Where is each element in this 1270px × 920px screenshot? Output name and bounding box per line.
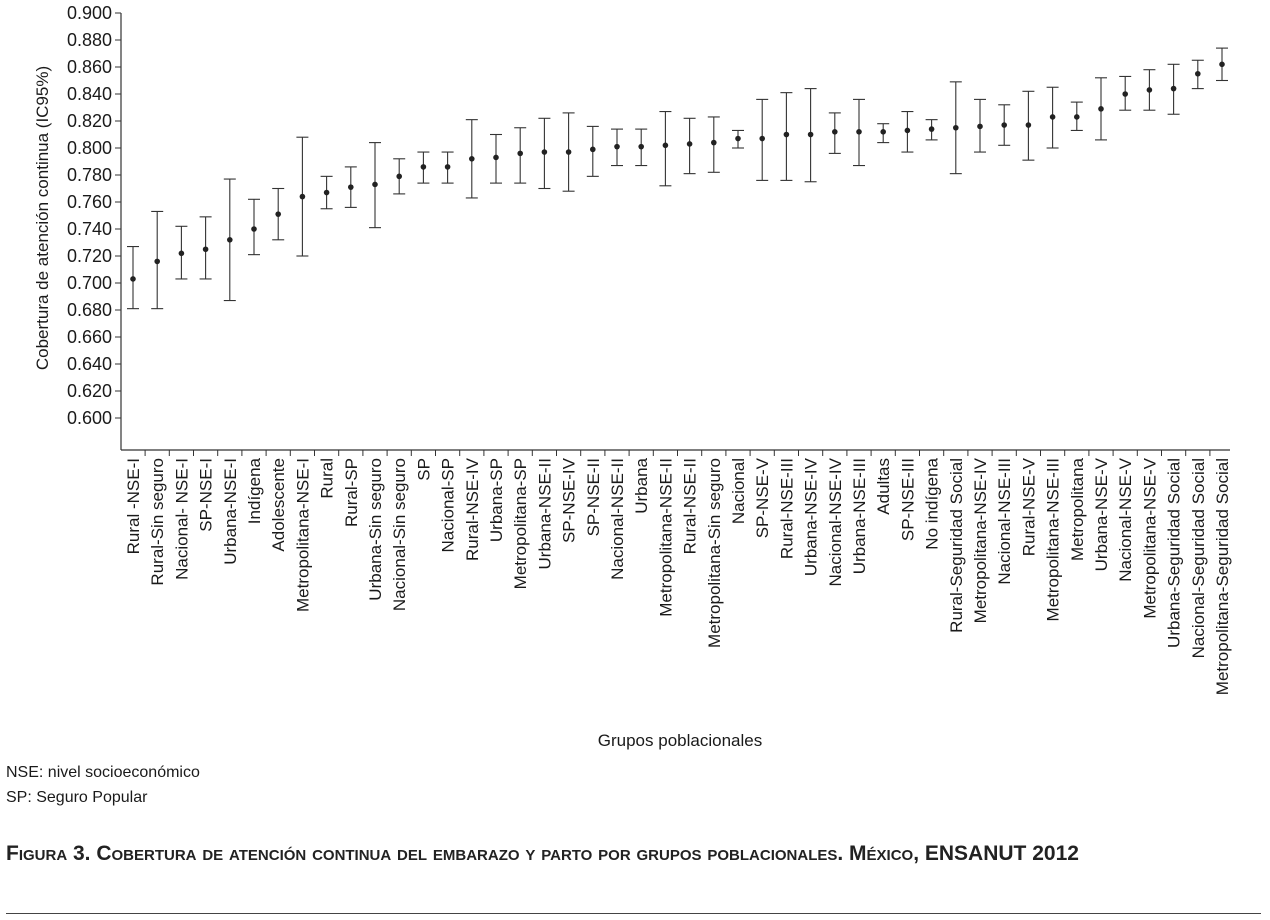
error-bar-group: [369, 143, 381, 228]
y-tick-label: 0.860: [66, 57, 112, 77]
x-tick-label: Nacional-NSE-III: [995, 458, 1015, 585]
error-bar-group: [563, 113, 575, 191]
x-tick-label: Nacional-NSE-IV: [825, 458, 845, 587]
point-estimate: [905, 128, 911, 134]
point-estimate: [203, 246, 209, 252]
point-estimate: [638, 144, 644, 150]
point-estimate: [711, 140, 717, 146]
point-estimate: [348, 184, 354, 190]
y-tick-label: 0.660: [66, 327, 112, 347]
x-tick-label: SP-NSE-III: [898, 458, 918, 542]
point-estimate: [1050, 114, 1056, 120]
point-estimate: [1026, 122, 1032, 128]
point-estimate: [566, 149, 572, 155]
error-bar-group: [708, 117, 720, 172]
error-bar-group: [538, 118, 550, 188]
x-tick-label: SP-NSE-II: [583, 458, 603, 537]
error-bar-group: [514, 128, 526, 183]
x-tick-label: SP: [414, 458, 434, 481]
error-bar-group: [1047, 87, 1059, 148]
point-estimate: [130, 276, 136, 282]
x-tick-label: Urbana-Seguridad Social: [1164, 458, 1184, 648]
point-estimate: [300, 194, 306, 200]
x-tick-label: Metropolitana-NSE-II: [656, 458, 676, 617]
x-tick-label: Urbana-NSE-IV: [801, 458, 821, 577]
x-tick-label: Nacional-Seguridad Social: [1188, 458, 1208, 659]
error-bar-group: [1216, 48, 1228, 80]
point-estimate: [421, 164, 427, 170]
x-tick-label: Indígena: [245, 458, 264, 525]
error-bar-group: [1022, 91, 1034, 160]
error-bar-group: [248, 199, 260, 254]
error-bar-group: [1119, 76, 1131, 110]
point-estimate: [493, 155, 499, 161]
point-estimate: [154, 259, 160, 265]
point-estimate: [977, 124, 983, 130]
error-bar-group: [175, 226, 187, 279]
point-estimate: [808, 132, 814, 138]
figure-caption: Figura 3. Cobertura de atención continua del embarazo y parto por grupos poblacionales. México, ENSANUT 2012: [6, 842, 1079, 865]
point-estimate: [445, 164, 451, 170]
error-bar-group: [296, 137, 308, 256]
x-tick-label: Rural-NSE-V: [1019, 458, 1039, 557]
y-tick-label: 0.900: [66, 3, 112, 23]
x-tick-label: Rural: [317, 458, 337, 499]
point-estimate: [735, 136, 741, 142]
point-estimate: [396, 174, 402, 180]
x-tick-label: No indígena: [922, 458, 942, 550]
y-tick-label: 0.780: [66, 165, 112, 185]
bottom-divider: [6, 913, 1261, 914]
y-axis: [67, 3, 121, 450]
footnote-nse: NSE: nivel socioeconómico: [6, 764, 200, 781]
x-tick-label: Nacional-NSE-V: [1116, 458, 1136, 582]
x-tick-label: Nacional: [729, 458, 748, 525]
x-tick-label: Rural-Seguridad Social: [946, 458, 966, 633]
error-bar-group: [901, 112, 913, 153]
x-tick-label: Metropolitana: [1067, 458, 1087, 562]
error-bar-group: [756, 99, 768, 180]
y-tick-label: 0.740: [66, 219, 112, 239]
y-tick-label: 0.700: [66, 273, 112, 293]
point-estimate: [372, 182, 378, 188]
error-bar-group: [926, 120, 938, 140]
x-tick-label: Metropolitana-NSE-IV: [971, 458, 990, 624]
point-estimate: [227, 237, 233, 243]
y-tick-label: 0.760: [66, 192, 112, 212]
x-tick-label: Urbana-NSE-III: [850, 458, 869, 575]
x-tick-label: Metropolitana-SP: [511, 458, 531, 590]
y-tick-label: 0.640: [66, 354, 112, 374]
point-estimate: [1098, 106, 1104, 112]
point-estimate: [687, 141, 693, 147]
error-bar-group: [1168, 64, 1180, 114]
x-tick-label: Urbana-Sin seguro: [366, 458, 385, 601]
error-bar-group: [877, 124, 889, 143]
error-bar-group: [393, 159, 405, 194]
footnote-sp: SP: Seguro Popular: [6, 789, 148, 806]
error-bar-group: [635, 129, 647, 165]
y-tick-label: 0.840: [66, 84, 112, 104]
x-tick-label: Adolescente: [269, 458, 289, 552]
point-estimate: [590, 147, 596, 153]
error-bar-group: [490, 135, 502, 184]
x-tick-label: Urbana-NSE-V: [1092, 458, 1111, 572]
x-tick-label: Urbana-NSE-I: [220, 458, 240, 565]
error-bar-group: [684, 118, 696, 173]
error-bar-group: [345, 167, 357, 208]
error-bar-group: [974, 99, 986, 152]
point-estimate: [614, 144, 620, 150]
x-tick-label: Nacional-NSE-II: [608, 458, 627, 580]
y-tick-label: 0.600: [66, 408, 112, 428]
point-estimate: [759, 136, 765, 142]
error-bar-group: [805, 89, 817, 182]
point-estimate: [1074, 114, 1080, 120]
error-bar-group: [151, 211, 163, 308]
x-tick-label: Rural-NSE-IV: [462, 458, 482, 561]
x-tick-label: Urbana: [632, 458, 652, 514]
error-bar-group: [1143, 70, 1155, 111]
x-tick-label: Metropolitana-NSE-I: [293, 458, 313, 613]
x-tick-label: Rural-NSE-III: [777, 458, 797, 560]
x-tick-label: Urbana-SP: [487, 458, 506, 543]
x-tick-label: Rural-SP: [341, 458, 361, 527]
error-bar-group: [1095, 78, 1107, 140]
y-tick-label: 0.620: [66, 381, 112, 401]
x-tick-label: Nacional- NSE-I: [172, 458, 192, 580]
error-bar-group: [780, 93, 792, 181]
point-estimate: [856, 129, 862, 135]
y-tick-label: 0.800: [66, 138, 112, 158]
error-bar-group: [998, 105, 1010, 146]
point-estimate: [1219, 62, 1225, 68]
point-estimate: [880, 129, 886, 135]
error-bar-group: [1071, 102, 1083, 130]
x-tick-label: Urbana-NSE-II: [535, 458, 555, 570]
point-estimate: [324, 190, 330, 196]
x-axis-label: Grupos poblacionales: [597, 731, 763, 750]
point-estimate: [275, 211, 281, 217]
y-axis-label: Cobertura de atención continua (IC95%): [33, 65, 52, 371]
x-tick-label: SP-NSE-I: [196, 458, 216, 532]
x-tick-label: SP-NSE-IV: [559, 458, 579, 544]
point-estimate: [953, 125, 959, 131]
point-estimate: [517, 151, 523, 157]
x-tick-label: Nacional-Sin seguro: [390, 458, 410, 612]
point-estimate: [542, 149, 548, 155]
error-bar-group: [1192, 60, 1204, 88]
x-tick-label: Metropolitana-NSE-V: [1140, 458, 1160, 619]
point-estimate: [251, 226, 257, 232]
data-points: [127, 48, 1228, 309]
point-estimate: [832, 129, 838, 135]
point-estimate: [1122, 91, 1128, 97]
error-bar-group: [853, 99, 865, 165]
point-estimate: [179, 251, 185, 257]
x-tick-label: Metropolitana-Seguridad Social: [1213, 458, 1232, 696]
y-tick-label: 0.680: [66, 300, 112, 320]
x-tick-label: Metropolitana-NSE-III: [1043, 458, 1063, 622]
y-tick-label: 0.880: [66, 30, 112, 50]
error-bar-group: [224, 179, 236, 300]
point-estimate: [1001, 122, 1007, 128]
error-bar-group: [200, 217, 212, 279]
x-tick-label: Rural-NSE-II: [680, 458, 700, 555]
point-estimate: [929, 126, 935, 132]
error-bar-group: [950, 82, 962, 174]
x-tick-label: Rural-Sin seguro: [148, 458, 168, 586]
error-bar-group: [442, 152, 454, 183]
point-estimate: [663, 143, 669, 149]
point-estimate: [469, 156, 475, 162]
error-bar-group: [587, 126, 599, 176]
point-estimate: [1147, 87, 1153, 93]
error-bar-group: [127, 247, 139, 309]
error-bar-group: [417, 152, 429, 183]
error-bar-group: [466, 120, 478, 198]
point-estimate: [1195, 71, 1201, 77]
x-tick-label: Rural -NSE-I: [124, 458, 143, 555]
error-bar-group: [829, 113, 841, 153]
y-tick-label: 0.820: [66, 111, 112, 131]
point-estimate: [1171, 86, 1177, 92]
error-bar-group: [732, 130, 744, 148]
x-tick-label: Adultas: [874, 458, 894, 515]
footnotes: [6, 760, 200, 810]
error-bar-group: [611, 129, 623, 165]
error-bar-group: [659, 112, 671, 186]
error-bar-group: [272, 189, 284, 240]
x-tick-label: Nacional-SP: [438, 458, 458, 553]
x-axis: [121, 450, 1232, 695]
y-tick-label: 0.720: [66, 246, 112, 266]
x-tick-label: SP-NSE-V: [753, 458, 773, 539]
x-tick-label: Metropolitana-Sin seguro: [704, 458, 724, 648]
error-bar-group: [321, 176, 333, 208]
point-estimate: [784, 132, 790, 138]
